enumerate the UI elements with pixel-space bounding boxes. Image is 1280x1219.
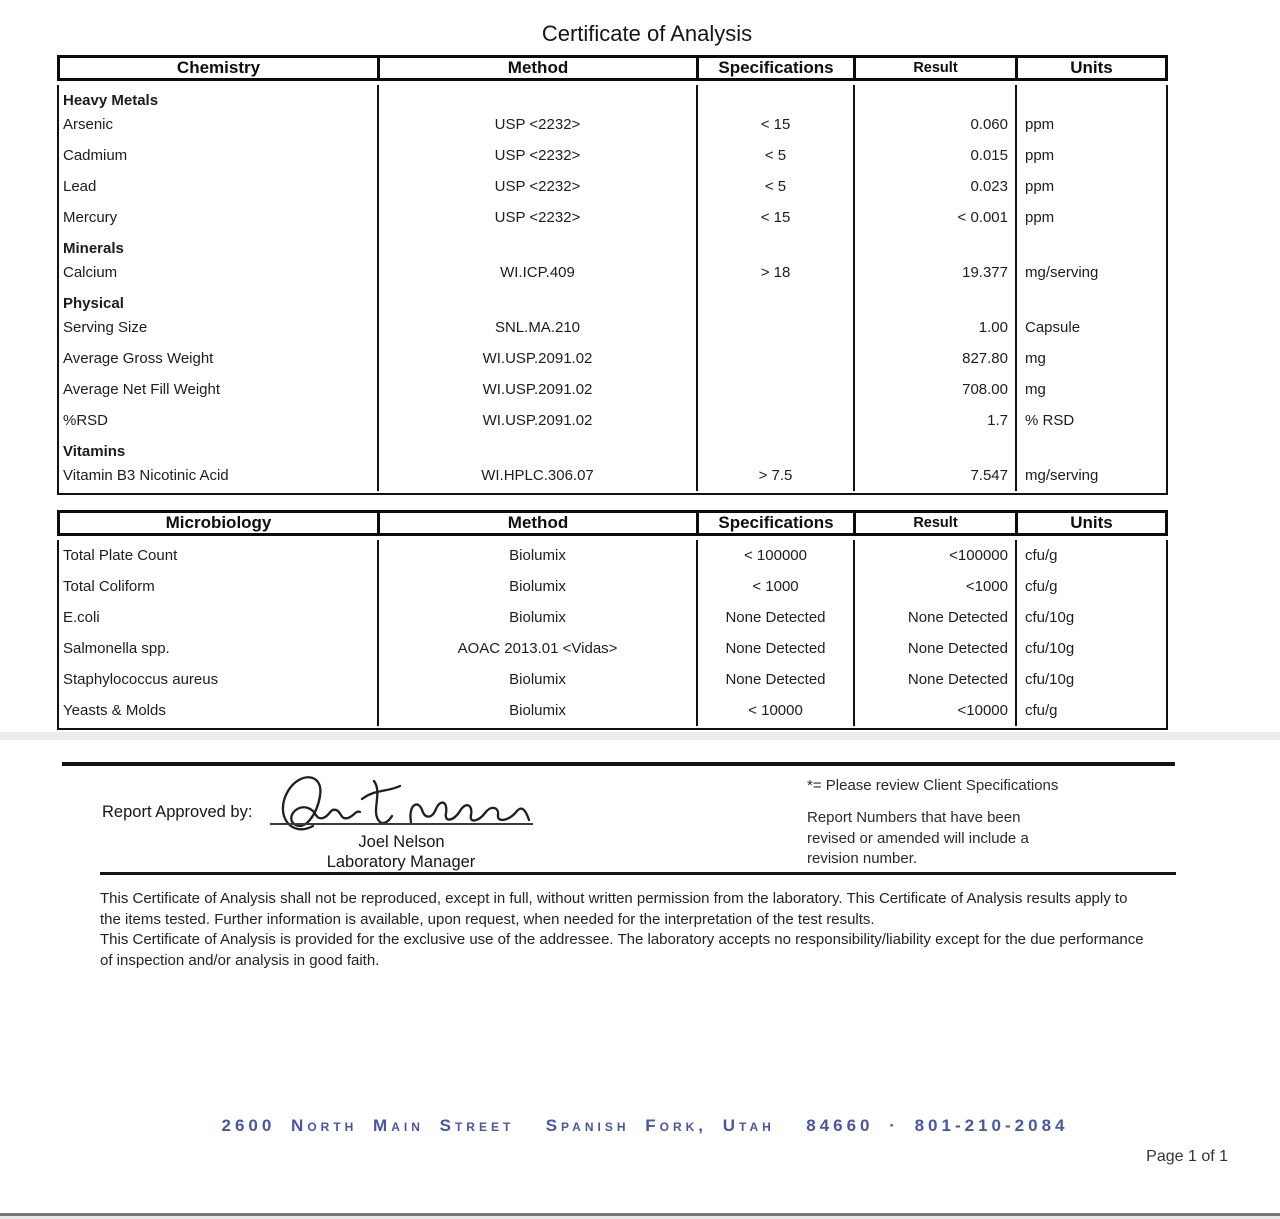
method-cell: USP <2232> [377,171,696,202]
analyte-cell: Calcium [63,264,118,281]
analyte-cell: Cadmium [63,147,128,164]
disclaimer-text [100,889,1152,971]
specification-cell: > 18 [696,257,853,288]
method-cell: WI.USP.2091.02 [377,343,696,374]
method-cell [377,436,696,460]
units-cell: cfu/g [1015,571,1166,602]
method-cell: AOAC 2013.01 <Vidas> [377,633,696,664]
method-cell: USP <2232> [377,109,696,140]
analyte-cell: Yeasts & Molds [63,702,166,719]
signature-image [250,769,542,839]
table-row [59,695,1166,726]
specification-cell [696,405,853,436]
analyte-cell: Total Plate Count [63,547,178,564]
units-cell [1015,288,1166,312]
table-row [59,343,1166,374]
table-row [59,140,1166,171]
specification-cell: < 15 [696,202,853,233]
chemistry-table [57,55,1168,495]
method-cell [377,85,696,109]
specification-cell: < 5 [696,171,853,202]
specification-cell: None Detected [696,602,853,633]
table-row [59,664,1166,695]
method-cell: Biolumix [377,540,696,571]
result-cell: 1.7 [853,405,1015,436]
analyte-cell: Average Net Fill Weight [63,381,221,398]
analyte-cell: Total Coliform [63,578,155,595]
specification-cell: None Detected [696,664,853,695]
analyte-cell: Salmonella spp. [63,640,170,657]
analyte-cell: Mercury [63,209,118,226]
signature-underline [270,823,533,825]
section-header-row [59,233,1166,257]
table-row [59,405,1166,436]
column-header-specifications: Specifications [696,513,853,533]
signer-title: Laboratory Manager [326,853,476,871]
units-cell: ppm [1015,171,1166,202]
client-specifications-note: *= Please review Client Specifications [807,777,1059,794]
column-header-chemistry: Chemistry [176,58,261,77]
units-cell [1015,233,1166,257]
table-row [59,460,1166,491]
analyte-cell: %RSD [63,412,109,429]
analyte-cell: Minerals [63,240,124,257]
microbiology-table-body [57,540,1168,730]
result-cell: None Detected [853,633,1015,664]
result-cell: None Detected [853,602,1015,633]
units-cell: cfu/g [1015,540,1166,571]
table-row [59,374,1166,405]
result-cell: 19.377 [853,257,1015,288]
table-row [59,602,1166,633]
table-row [59,202,1166,233]
result-cell [853,85,1015,109]
analyte-cell: Lead [63,178,97,195]
table-row [59,312,1166,343]
chemistry-table-body [57,85,1168,495]
table-row [59,171,1166,202]
units-cell: cfu/10g [1015,633,1166,664]
result-cell [853,436,1015,460]
specification-cell [696,233,853,257]
microbiology-table [57,510,1168,730]
units-cell [1015,85,1166,109]
units-cell: mg [1015,374,1166,405]
revision-note: Report Numbers that have been revised or amended will include a revision number. [807,809,1029,867]
column-header-specifications: Specifications [696,58,853,78]
specification-cell [696,85,853,109]
column-header-units: Units [1015,513,1165,533]
analyte-cell: Average Gross Weight [63,350,214,367]
specification-cell [696,312,853,343]
units-cell: cfu/10g [1015,664,1166,695]
result-cell: 708.00 [853,374,1015,405]
analyte-cell: Heavy Metals [63,92,159,109]
section-header-row [59,85,1166,109]
units-cell: ppm [1015,202,1166,233]
result-cell: 0.060 [853,109,1015,140]
specification-cell: < 1000 [696,571,853,602]
method-cell: Biolumix [377,571,696,602]
column-header-result: Result [853,513,1015,533]
analyte-cell: Vitamin B3 Nicotinic Acid [63,467,229,484]
units-cell: ppm [1015,109,1166,140]
specification-cell [696,288,853,312]
section-header-row [59,436,1166,460]
method-cell: WI.HPLC.306.07 [377,460,696,491]
result-cell: 7.547 [853,460,1015,491]
method-cell [377,288,696,312]
units-cell: mg [1015,343,1166,374]
table-row [59,633,1166,664]
section-header-row [59,288,1166,312]
method-cell: WI.ICP.409 [377,257,696,288]
units-cell: mg/serving [1015,460,1166,491]
page-number: Page 1 of 1 [1146,1148,1228,1165]
analyte-cell: Staphylococcus aureus [63,671,219,688]
result-cell: 0.023 [853,171,1015,202]
result-cell: <10000 [853,695,1015,726]
table-row [59,540,1166,571]
units-cell: ppm [1015,140,1166,171]
specification-cell [696,436,853,460]
table-row [59,109,1166,140]
units-cell: Capsule [1015,312,1166,343]
method-cell [377,233,696,257]
result-cell: 827.80 [853,343,1015,374]
table-row [59,257,1166,288]
horizontal-rule-bottom [100,872,1176,875]
specification-cell [696,374,853,405]
units-cell: mg/serving [1015,257,1166,288]
signer-name: Joel Nelson [358,833,445,851]
result-cell: 1.00 [853,312,1015,343]
method-cell: WI.USP.2091.02 [377,405,696,436]
table-row [59,571,1166,602]
microbiology-table-header [57,510,1168,536]
method-cell: USP <2232> [377,202,696,233]
disclaimer-paragraph-2: This Certificate of Analysis is provided for the exclusive use of the addressee. The laboratory accepts no responsibility/liability except for the due performance of inspection and/or analysis in good faith. [100,931,1144,969]
column-header-microbiology: Microbiology [165,513,272,532]
disclaimer-paragraph-1: This Certificate of Analysis shall not be reproduced, except in full, without written permission from the laboratory. This Certificate of Analysis results apply to the items tested. Further information is available, upon request, when needed for the interpretation of the test results. [100,890,1128,928]
units-cell: cfu/10g [1015,602,1166,633]
method-cell: WI.USP.2091.02 [377,374,696,405]
specification-cell: < 15 [696,109,853,140]
method-cell: SNL.MA.210 [377,312,696,343]
specification-cell: > 7.5 [696,460,853,491]
specification-cell [696,343,853,374]
analyte-cell: E.coli [63,609,100,626]
units-cell [1015,436,1166,460]
method-cell: USP <2232> [377,140,696,171]
column-header-units: Units [1015,58,1165,78]
specification-cell: < 5 [696,140,853,171]
scan-artifact-band [0,732,1280,740]
chemistry-table-header [57,55,1168,81]
analyte-cell: Physical [63,295,124,312]
analyte-cell: Serving Size [63,319,148,336]
result-cell: <100000 [853,540,1015,571]
result-cell [853,233,1015,257]
units-cell: cfu/g [1015,695,1166,726]
analyte-cell: Vitamins [63,443,126,460]
horizontal-rule-top [62,762,1175,766]
analyte-cell: Arsenic [63,116,114,133]
method-cell: Biolumix [377,695,696,726]
specification-cell: < 100000 [696,540,853,571]
report-approved-by-label: Report Approved by: [102,803,253,821]
column-header-result: Result [853,58,1015,78]
column-header-method: Method [377,513,696,533]
column-header-method: Method [377,58,696,78]
method-cell: Biolumix [377,664,696,695]
page-title: Certificate of Analysis [541,21,753,46]
result-cell: 0.015 [853,140,1015,171]
method-cell: Biolumix [377,602,696,633]
specification-cell: < 10000 [696,695,853,726]
result-cell: <1000 [853,571,1015,602]
specification-cell: None Detected [696,633,853,664]
lab-address-footer: 2600 North Main Street Spanish Fork, Utah 84660 · 801-210-2084 [221,1116,1069,1135]
result-cell: None Detected [853,664,1015,695]
result-cell [853,288,1015,312]
result-cell: < 0.001 [853,202,1015,233]
units-cell: % RSD [1015,405,1166,436]
